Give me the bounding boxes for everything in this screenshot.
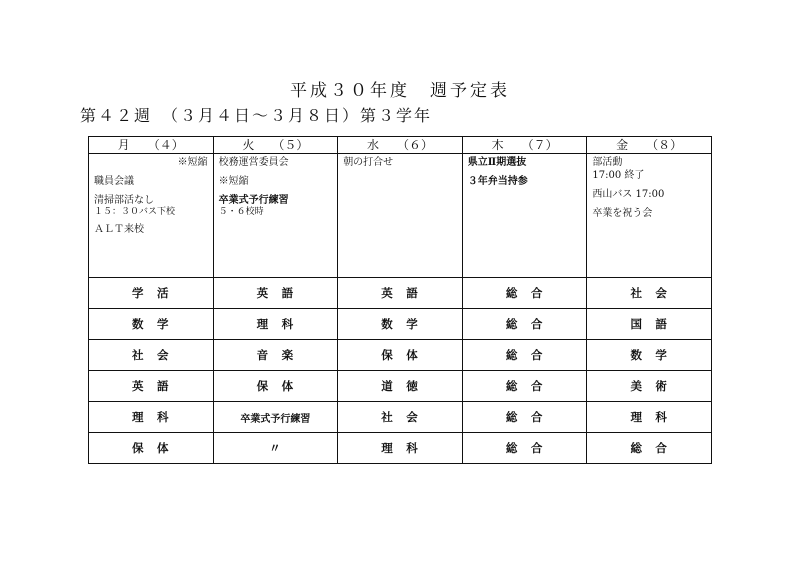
note-item: ※短縮 <box>218 176 249 187</box>
note-item: ５・６校時 <box>218 207 264 217</box>
period-cell: 〃 <box>213 433 338 464</box>
period-cell: 英 語 <box>89 371 214 402</box>
period-cell: 美 術 <box>587 371 712 402</box>
period-cell: 英 語 <box>338 278 463 309</box>
notes-wed <box>338 154 463 278</box>
period-cell: 総 合 <box>462 340 587 371</box>
period-cell: 総 合 <box>462 309 587 340</box>
note-item: 西山バス 17:00 <box>592 189 665 200</box>
note-item: 17:00 終了 <box>592 170 645 181</box>
period-cell: 音 楽 <box>213 340 338 371</box>
period-row-6 <box>89 433 712 464</box>
period-cell: 数 学 <box>338 309 463 340</box>
period-cell: 英 語 <box>213 278 338 309</box>
note-item: ※短縮 <box>177 157 208 168</box>
day-header-mon: 月 （４） <box>89 137 214 154</box>
note-item: 校務運営委員会 <box>218 157 289 168</box>
note-item: 卒業式予行練習 <box>218 195 289 206</box>
period-cell: 保 体 <box>89 433 214 464</box>
period-row-4 <box>89 371 712 402</box>
period-cell: 理 科 <box>587 402 712 433</box>
note-item: ３年弁当持参 <box>467 176 528 187</box>
period-cell: 保 体 <box>213 371 338 402</box>
period-row-1 <box>89 278 712 309</box>
day-header-tue: 火 （５） <box>213 137 338 154</box>
period-cell: 理 科 <box>213 309 338 340</box>
notes-row <box>89 154 712 278</box>
period-cell: 道 徳 <box>338 371 463 402</box>
note-item: 卒業を祝う会 <box>592 208 653 219</box>
period-row-5 <box>89 402 712 433</box>
note-item: １５：３０バス下校 <box>94 207 176 217</box>
day-header-wed: 水 （６） <box>338 137 463 154</box>
period-cell: 総 合 <box>462 402 587 433</box>
period-cell: 保 体 <box>338 340 463 371</box>
period-cell: 社 会 <box>338 402 463 433</box>
day-header-fri: 金 （８） <box>587 137 712 154</box>
period-cell: 総 合 <box>462 433 587 464</box>
period-cell: 総 合 <box>462 278 587 309</box>
note-item: 職員会議 <box>94 176 134 187</box>
period-row-3 <box>89 340 712 371</box>
period-cell: 総 合 <box>587 433 712 464</box>
period-cell: 総 合 <box>462 371 587 402</box>
notes-fri <box>587 154 712 278</box>
note-item: 県立Ⅱ期選抜 <box>467 157 527 168</box>
note-item: 朝の打合せ <box>343 157 394 168</box>
period-cell: 理 科 <box>338 433 463 464</box>
notes-tue <box>213 154 338 278</box>
note-item: 部活動 <box>592 157 623 168</box>
period-cell: 数 学 <box>89 309 214 340</box>
note-item: ＡＬＴ来校 <box>94 224 144 235</box>
period-cell: 卒業式予行練習 <box>213 402 338 433</box>
day-header-thu: 木 （７） <box>462 137 587 154</box>
period-row-2 <box>89 309 712 340</box>
period-cell: 社 会 <box>587 278 712 309</box>
period-cell: 社 会 <box>89 340 214 371</box>
notes-mon <box>89 154 214 278</box>
note-item: 清掃部活なし <box>94 195 154 206</box>
notes-thu <box>462 154 587 278</box>
week-subtitle: 第４２週 （３月４日～３月８日）第３学年 <box>80 106 433 125</box>
period-cell: 数 学 <box>587 340 712 371</box>
period-cell: 国 語 <box>587 309 712 340</box>
period-cell: 理 科 <box>89 402 214 433</box>
page-title: 平成３０年度 週予定表 <box>290 81 510 101</box>
day-header-row <box>89 137 712 154</box>
weekly-schedule-table <box>88 136 712 464</box>
period-cell: 学 活 <box>89 278 214 309</box>
